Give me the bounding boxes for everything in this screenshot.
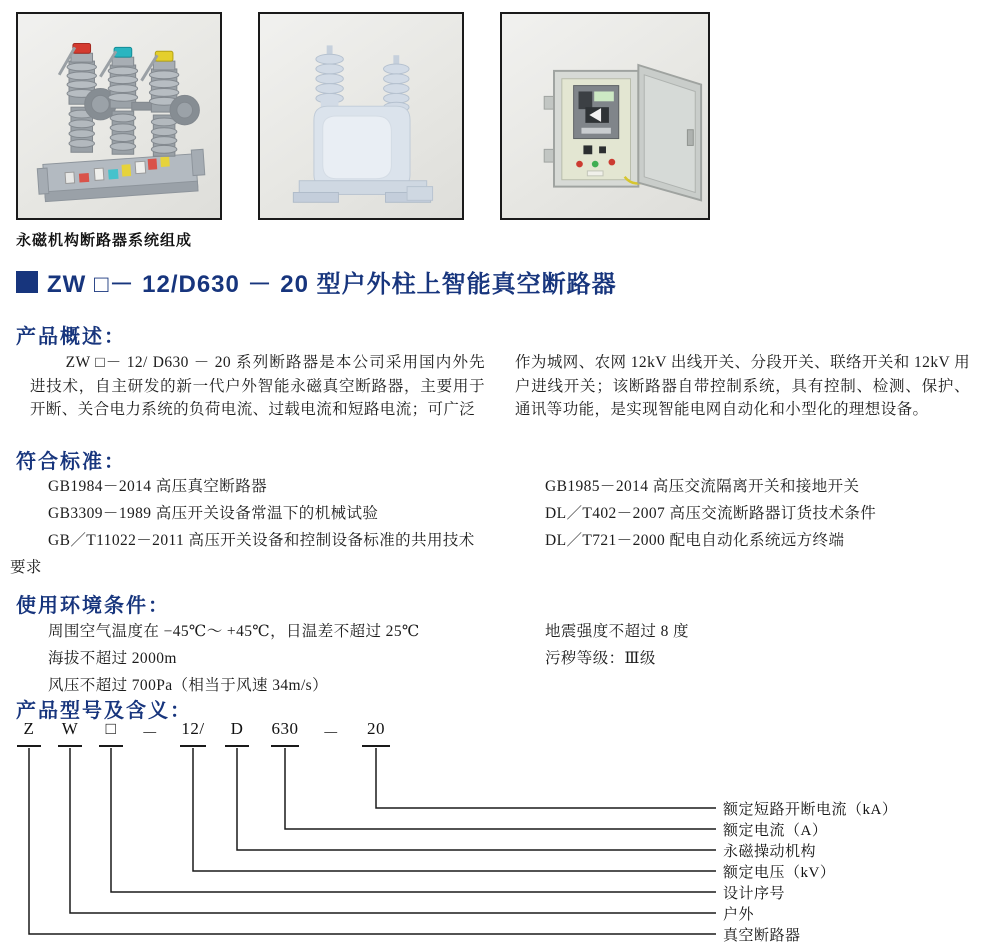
standard-item: GB3309－1989 高压开关设备常温下的机械试验 bbox=[48, 505, 379, 522]
symbol-underline bbox=[99, 745, 123, 747]
environment-item: 地震强度不超过 8 度 bbox=[545, 623, 689, 640]
standards-list-right bbox=[545, 473, 975, 554]
model-connector-lines bbox=[0, 748, 990, 948]
model-label-vacuum-breaker: 真空断路器 bbox=[723, 928, 801, 944]
standard-item: GB1985－2014 高压交流隔离开关和接地开关 bbox=[545, 478, 860, 495]
model-symbol-d: D bbox=[230, 719, 244, 738]
environment-item: 周围空气温度在 −45℃～ +45℃，日温差不超过 25℃ bbox=[48, 623, 420, 640]
heading-overview: 产品概述： bbox=[16, 326, 126, 348]
model-label-magnet-mechanism: 永磁操动机构 bbox=[723, 844, 817, 860]
model-symbol-dash: － bbox=[141, 724, 159, 743]
environment-list-right bbox=[545, 618, 965, 672]
symbol-underline bbox=[225, 745, 249, 747]
control-cabinet-photo bbox=[500, 12, 710, 220]
model-symbol-w: W bbox=[61, 719, 79, 738]
model-label-short-circuit-current: 额定短路开断电流（kA） bbox=[723, 802, 898, 818]
model-symbol-dash: － bbox=[322, 724, 340, 743]
symbol-underline bbox=[58, 745, 82, 747]
heading-model: 产品型号及含义： bbox=[16, 700, 192, 722]
environment-item: 海拔不超过 2000m bbox=[48, 650, 177, 667]
heading-environment: 使用环境条件： bbox=[16, 595, 170, 617]
model-symbol-z: Z bbox=[23, 719, 35, 738]
photo-caption: 永磁机构断路器系统组成 bbox=[16, 233, 193, 249]
overview-paragraph-right: 作为城网、农网 12kV 出线开关、分段开关、联络开关和 12kV 用户进线开关；该断路器自带控制系统，具有控制、检测、保护、通讯等功能，是实现智能电网自动化和小型化的理想设备。 bbox=[515, 354, 970, 418]
page-title bbox=[16, 264, 617, 299]
standard-item: DL／T402－2007 高压交流断路器订货技术条件 bbox=[545, 505, 877, 522]
model-label-outdoor: 户外 bbox=[723, 907, 755, 923]
model-symbol-630: 630 bbox=[271, 719, 299, 738]
model-label-rated-voltage: 额定电压（kV） bbox=[723, 865, 836, 881]
standards-list-left bbox=[10, 473, 490, 581]
transformer-photo bbox=[258, 12, 464, 220]
standard-item: GB／T11022－2011 高压开关设备和控制设备标准的共用技术要求 bbox=[10, 532, 475, 576]
standard-item: DL／T721－2000 配电自动化系统远方终端 bbox=[545, 532, 845, 549]
environment-list-left bbox=[48, 618, 518, 699]
heading-standards: 符合标准： bbox=[16, 451, 126, 473]
symbol-underline bbox=[362, 745, 390, 747]
model-symbol-20: 20 bbox=[367, 719, 385, 738]
symbol-underline bbox=[271, 745, 299, 747]
breaker-photo bbox=[16, 12, 222, 220]
cabinet-illustration bbox=[502, 14, 708, 218]
environment-item: 污秽等级：Ⅲ级 bbox=[545, 650, 656, 667]
page-title-text: ZW □－ 12/D630 － 20 型户外柱上智能真空断路器 bbox=[47, 271, 617, 298]
model-label-rated-current: 额定电流（A） bbox=[723, 823, 828, 839]
symbol-underline bbox=[180, 745, 206, 747]
square-bullet-icon bbox=[16, 271, 38, 293]
environment-item: 风压不超过 700Pa（相当于风速 34m/s） bbox=[48, 677, 328, 694]
breaker-illustration bbox=[18, 14, 220, 218]
model-label-design-serial: 设计序号 bbox=[723, 886, 786, 902]
transformer-illustration bbox=[260, 14, 462, 218]
standard-item: GB1984－2014 高压真空断路器 bbox=[48, 478, 268, 495]
overview-paragraph-left: ZW □－ 12/ D630 － 20 系列断路器是本公司采用国内外先进技术，自主研发的新一代户外智能永磁真空断路器，主要用于开断、关合电力系统的负荷电流、过载电流和短路电流；可广泛 bbox=[30, 354, 485, 418]
symbol-underline bbox=[17, 745, 41, 747]
model-symbol-12: 12/ bbox=[181, 719, 205, 738]
model-symbol-box: □ bbox=[105, 719, 117, 738]
